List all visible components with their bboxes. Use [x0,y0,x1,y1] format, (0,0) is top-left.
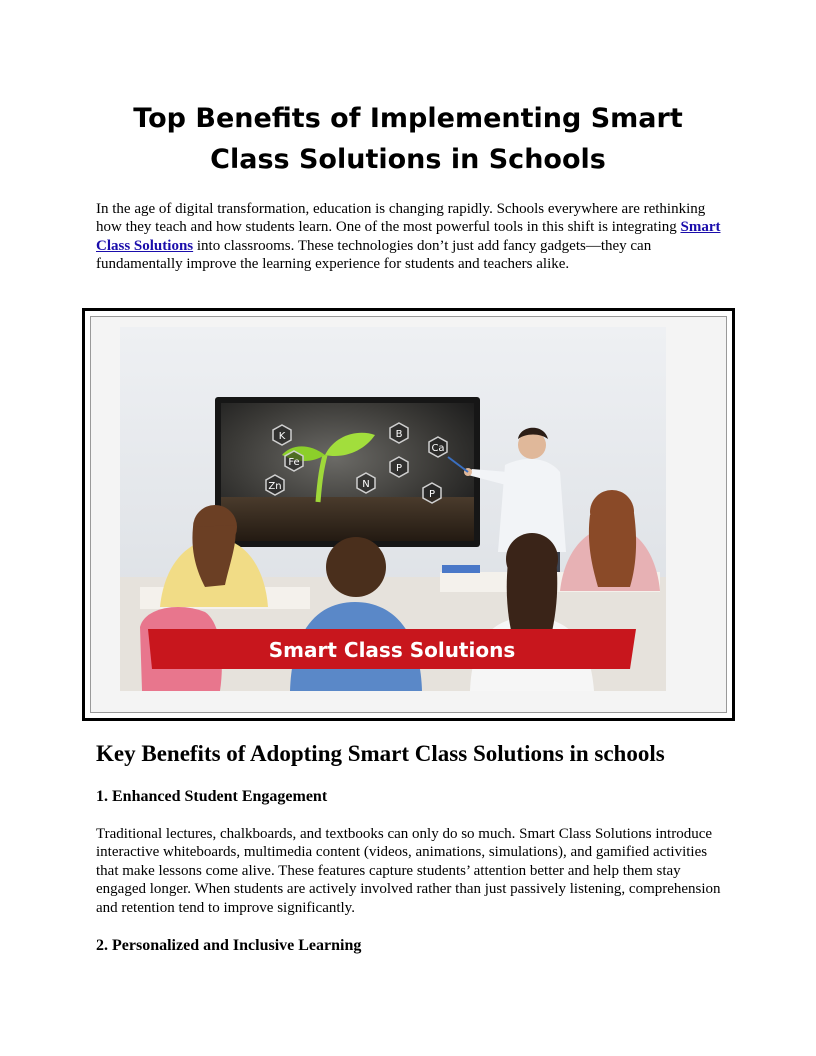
element-label-b: B [395,429,403,440]
article-title: Top Benefits of Implementing Smart Class Solutions in Schools [133,103,683,175]
element-label-n: N [362,479,370,490]
smart-class-solutions-link[interactable]: Smart Class Solutions [96,219,721,254]
benefit-1-text: Traditional lectures, chalkboards, and textbooks can only do so much. Smart Class Solutions introduce interactive whiteboards, multimedia content (videos, animations, simulations), and gamified activities that make lessons come alive. These features capture students’ attention better and help them stay engaged longer. When students are actively involved rather than just passively listening, comprehension and retention tend to improve significantly. [96,826,721,916]
element-label-fe: Fe [288,457,300,468]
benefit-2-heading: 2. Personalized and Inclusive Learning [96,937,362,954]
board-soil [221,497,474,541]
intro-paragraph [96,200,721,274]
element-label-k: K [278,431,286,442]
section-heading: Key Benefits of Adopting Smart Class Solutions in schools [96,741,665,766]
classroom-photo [120,327,666,691]
banner-caption: Smart Class Solutions [268,638,516,662]
benefit-1-heading: 1. Enhanced Student Engagement [96,788,328,805]
element-label-ca: Ca [431,443,445,454]
element-label-zn: Zn [268,481,282,492]
intro-text-end: into classrooms. These technologies don’t just add fancy gadgets—they can fundamentally improve the learning experience for students and teachers alike. [96,237,652,273]
element-label-p: P [428,489,436,500]
element-label-p: P [395,463,403,474]
blue-book [442,565,480,573]
intro-text-start: In the age of digital transformation, education is changing rapidly. Schools everywhere are rethinking how they teach and how students learn. One of the most powerful tools in this shift is integrating [96,201,706,236]
